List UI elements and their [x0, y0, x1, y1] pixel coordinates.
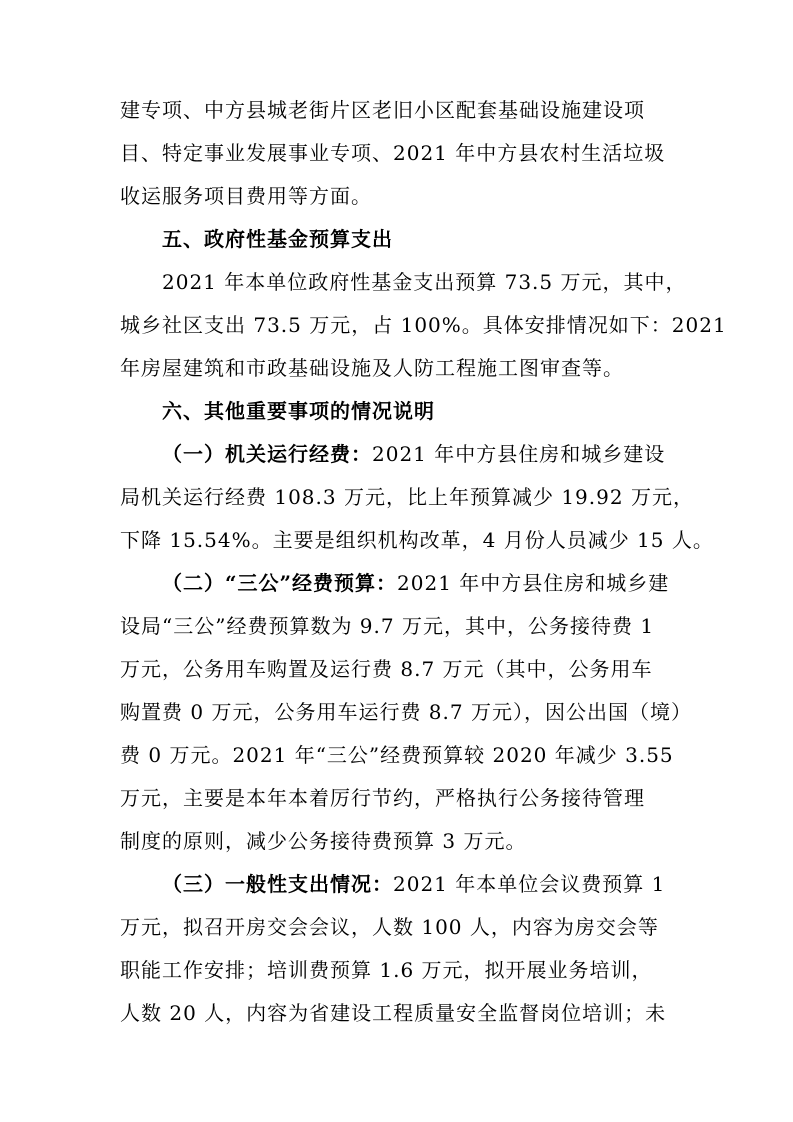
text-span: 目、特定事业发展事业专项、2021 年中方县农村生活垃圾 — [120, 141, 666, 165]
body-text-line — [120, 528, 714, 552]
body-text-line — [120, 786, 680, 810]
body-text-line — [120, 958, 680, 982]
body-text-line — [120, 141, 680, 165]
body-text-line — [120, 614, 680, 638]
heading-text: 六、其他重要事项的情况说明 — [162, 399, 435, 423]
text-span: 2021 年本单位会议费预算 1 — [393, 872, 666, 896]
body-text-line — [120, 657, 680, 681]
text-span: 费 0 万元。2021 年“三公”经费预算较 2020 年减少 3.55 — [120, 743, 674, 767]
text-span: 万元，主要是本年本着厉行节约，严格执行公务接待管理 — [120, 786, 645, 810]
body-text-line — [120, 829, 680, 853]
text-span: 年房屋建筑和市政基础设施及人防工程施工图审查等。 — [120, 356, 624, 380]
body-text-line — [120, 184, 680, 208]
text-span: 城乡社区支出 73.5 万元，占 100%。具体安排情况如下：2021 — [120, 313, 727, 337]
subsection-lead: （一）机关运行经费： — [162, 442, 372, 466]
text-span: 设局“三公”经费预算数为 9.7 万元，其中，公务接待费 1 — [120, 614, 655, 638]
text-span: 局机关运行经费 108.3 万元，比上年预算减少 19.92 万元， — [120, 485, 694, 509]
text-span: 收运服务项目费用等方面。 — [120, 184, 372, 208]
text-span: 下降 15.54%。主要是组织机构改革，4 月份人员减少 15 人。 — [120, 528, 714, 552]
text-span: 购置费 0 万元，公务用车运行费 8.7 万元），因公出国（境） — [120, 700, 692, 724]
section-heading-6 — [162, 399, 722, 423]
text-span: 制度的原则，减少公务接待费预算 3 万元。 — [120, 829, 527, 853]
body-text-line — [120, 1001, 680, 1025]
text-span: 万元，公务用车购置及运行费 8.7 万元（其中，公务用车 — [120, 657, 653, 681]
text-span: 2021 年中方县住房和城乡建设 — [372, 442, 666, 466]
subsection-3-line — [162, 872, 722, 896]
subsection-1-line — [162, 442, 722, 466]
body-text-line — [120, 915, 680, 939]
heading-text: 五、政府性基金预算支出 — [162, 227, 393, 251]
text-span: 2021 年中方县住房和城乡建 — [397, 571, 670, 595]
body-text-line — [162, 270, 722, 294]
body-text-line — [120, 313, 727, 337]
text-span: 人数 20 人，内容为省建设工程质量安全监督岗位培训；未 — [120, 1001, 667, 1025]
body-text-line — [120, 485, 694, 509]
text-span: 建专项、中方县城老街片区老旧小区配套基础设施建设项 — [120, 98, 645, 122]
section-heading-5 — [162, 227, 722, 251]
subsection-2-line — [162, 571, 722, 595]
subsection-lead: （三）一般性支出情况： — [162, 872, 393, 896]
text-span: 2021 年本单位政府性基金支出预算 73.5 万元，其中， — [162, 270, 687, 294]
text-span: 职能工作安排；培训费预算 1.6 万元，拟开展业务培训， — [120, 958, 653, 982]
subsection-lead: （二）“三公”经费预算： — [162, 571, 398, 595]
body-text-line — [120, 743, 680, 767]
body-text-line — [120, 700, 692, 724]
text-span: 万元，拟召开房交会会议，人数 100 人，内容为房交会等 — [120, 915, 659, 939]
body-text-line — [120, 356, 680, 380]
body-text-line — [120, 98, 680, 122]
